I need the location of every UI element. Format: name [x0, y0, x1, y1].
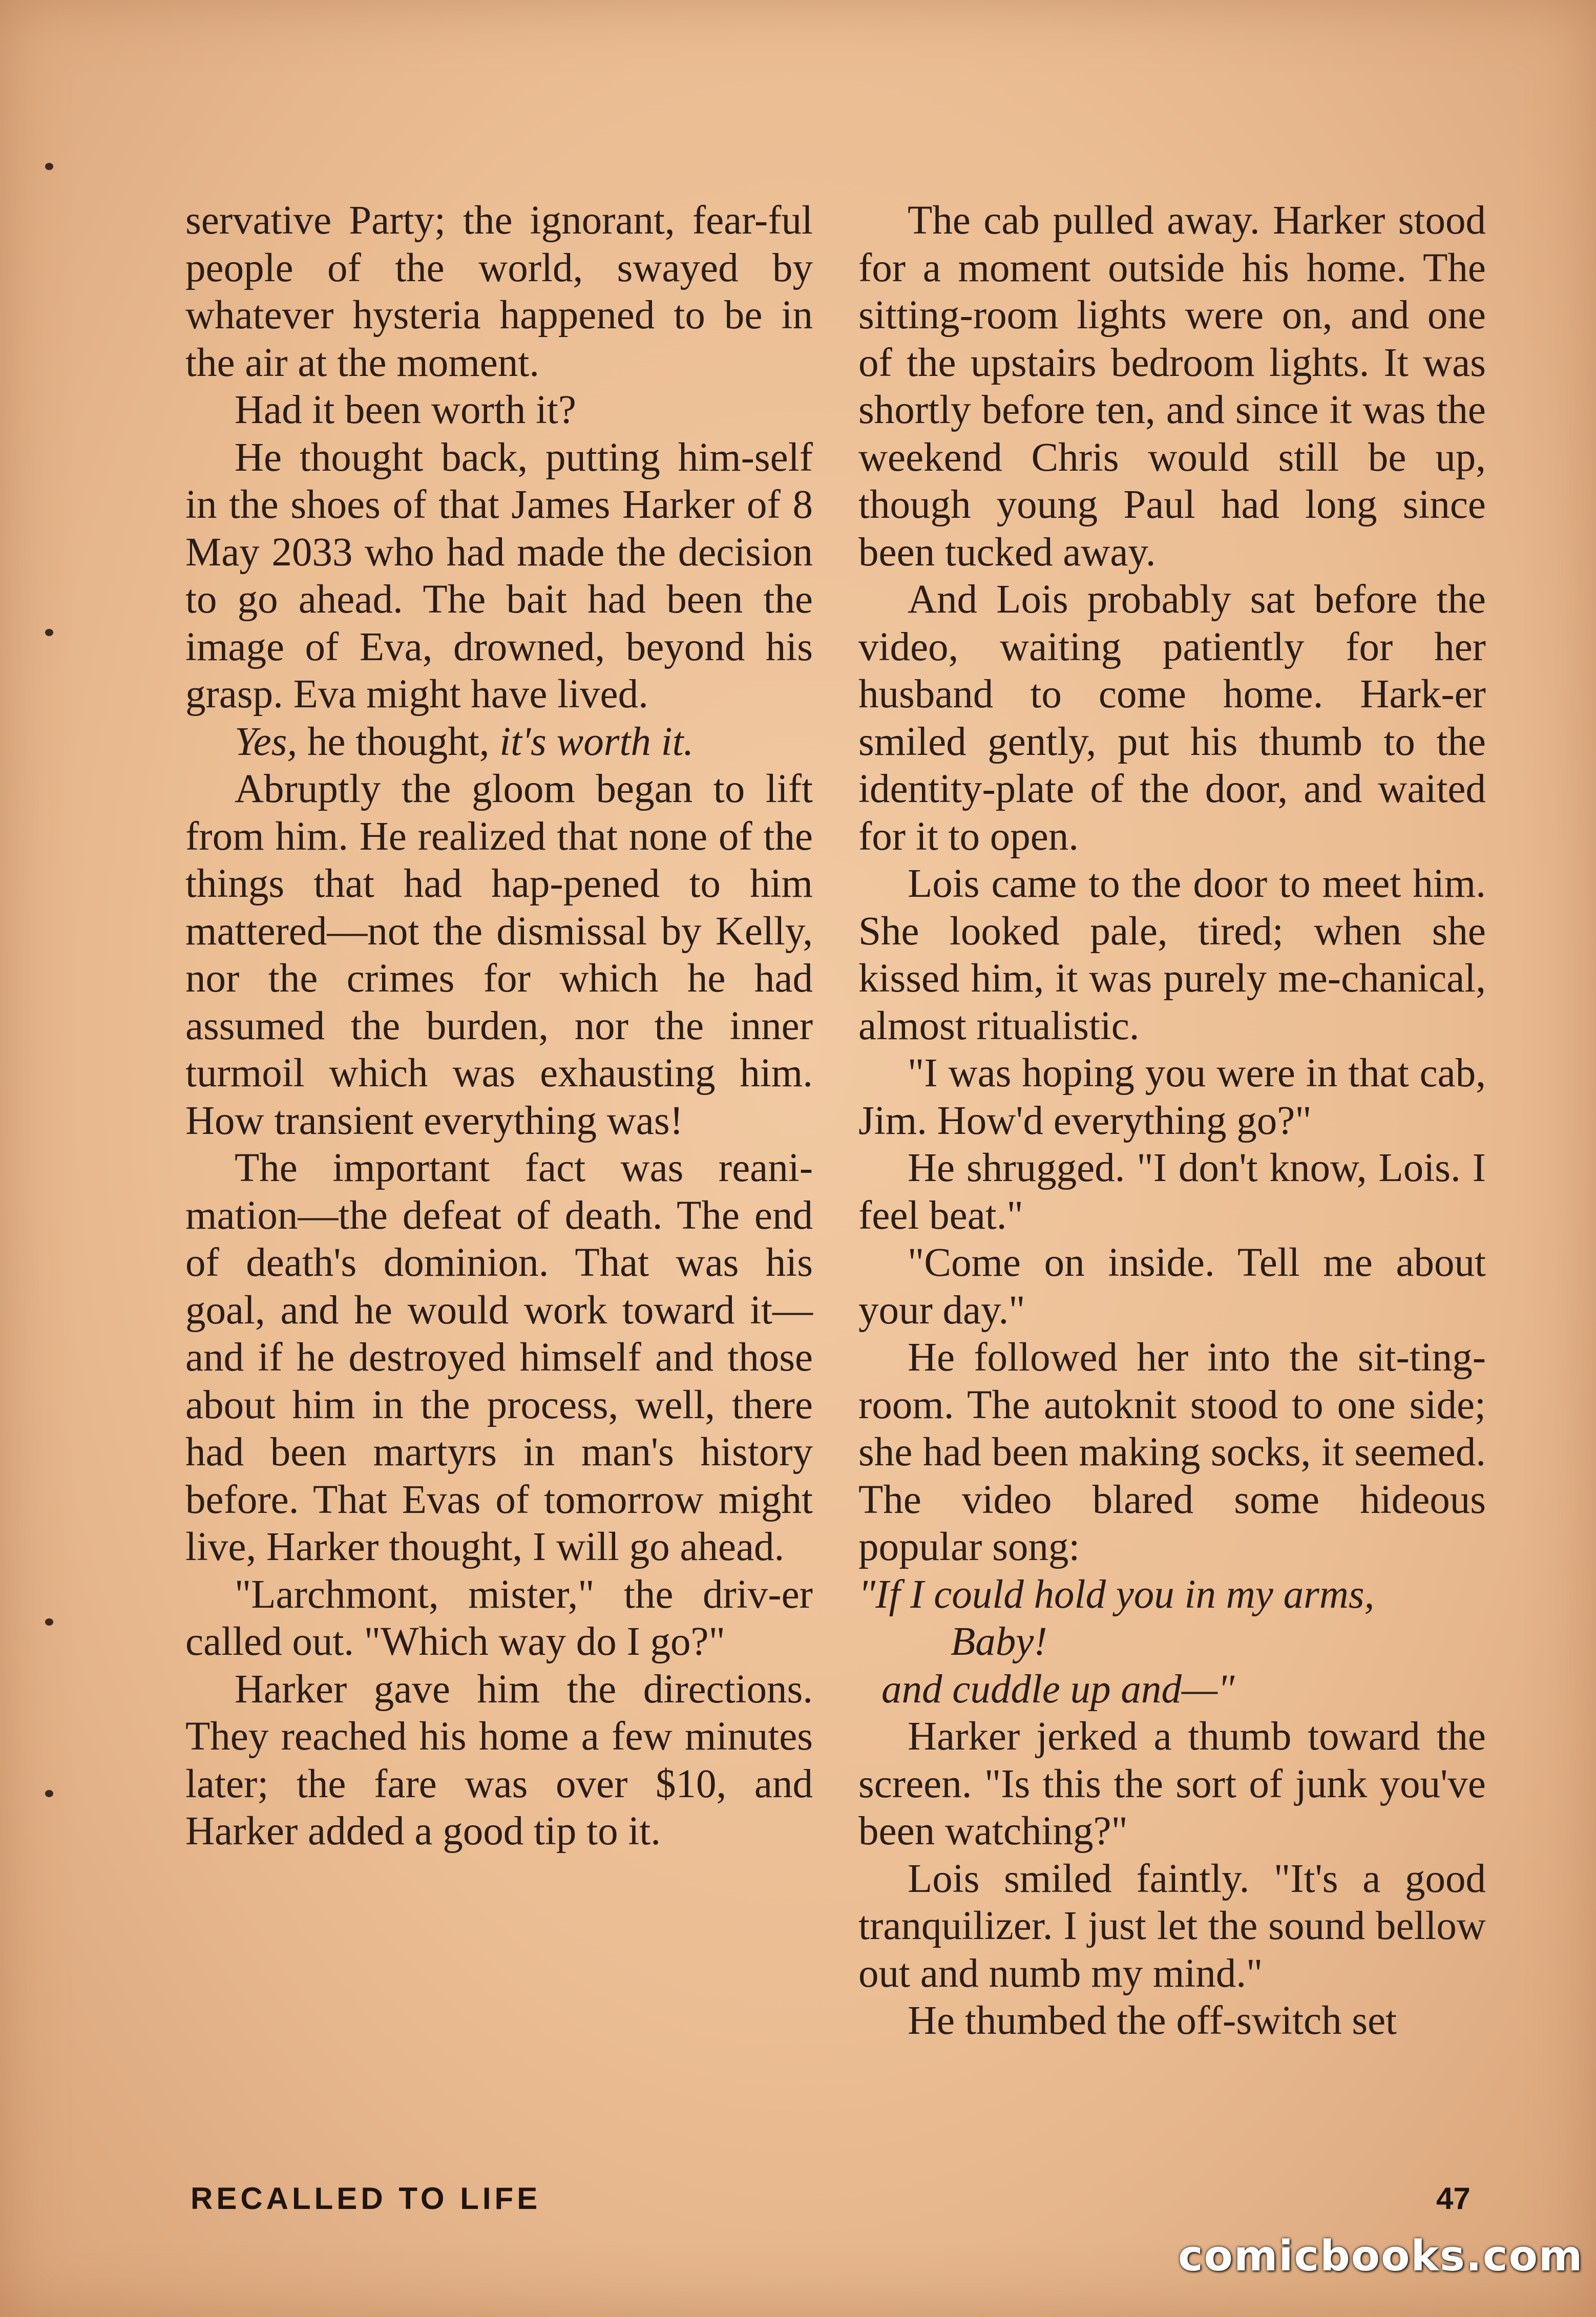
- paragraph: The cab pulled away. Harker stood for a moment outside his home. The sitting-room lights were on, and one of the upstairs bedroom lights. It was shortly before ten, and since it was the weekend Chris would still be up, though young Paul had long since been tucked away.: [858, 198, 1486, 575]
- italic-text: it's worth it.: [499, 719, 694, 764]
- paragraph: Lois came to the door to meet him. She looked pale, tired; when she kissed him, it was purely me-chanical, almost ritualistic.: [858, 861, 1486, 1048]
- site-watermark: comicbooks.com: [1178, 2232, 1584, 2281]
- paragraph: He thought back, putting him-self in the shoes of that James Harker of 8 May 2033 who had made the decision to go ahead. The bait had been the image of Eva, drowned, beyond his grasp. Eva might have lived.: [185, 435, 813, 717]
- paragraph: He shrugged. "I don't know, Lois. I feel beat.": [858, 1146, 1486, 1238]
- paragraph: servative Party; the ignorant, fear-ful people of the world, swayed by whatever hysteria happened to be in the air at the moment.: [185, 198, 813, 385]
- paragraph-italic-thought: [185, 719, 813, 766]
- paragraph: He followed her into the sit-ting-room. The autoknit stood to one side; she had been making socks, it seemed. The video blared some hideous popular song:: [858, 1335, 1486, 1569]
- paragraph: Harker gave him the directions. They reached his home a few minutes later; the fare was over $10, and Harker added a good tip to it.: [185, 1667, 813, 1853]
- right-text-column: [858, 197, 1486, 2045]
- italic-text: Yes,: [235, 719, 298, 764]
- left-text-column: [185, 197, 813, 1856]
- paragraph: The important fact was reani-mation—the defeat of death. The end of death's dominion. That was his goal, and he would work toward it—and if he destroyed himself and those about him in the process, well, there had been martyrs in man's history before. That Evas of tomorrow might live, Harker thought, I will go ahead.: [185, 1146, 813, 1569]
- song-lyrics: [858, 1571, 1486, 1714]
- paragraph: "Come on inside. Tell me about your day.": [858, 1240, 1486, 1333]
- binding-hole-mark: [45, 1790, 53, 1797]
- song-line: "If I could hold you in my arms,: [858, 1572, 1375, 1617]
- paragraph: Harker jerked a thumb toward the screen. "Is this the sort of junk you've been watching?": [858, 1714, 1486, 1853]
- paragraph: And Lois probably sat before the video, waiting patiently for her husband to come home. Hark-er smiled gently, put his thumb to the identity-plate of the door, and waited for it to open.: [858, 577, 1486, 859]
- page-number: 47: [1436, 2181, 1471, 2216]
- running-footer-title: RECALLED TO LIFE: [191, 2181, 541, 2216]
- song-line: Baby!: [951, 1619, 1047, 1664]
- paragraph: Abruptly the gloom began to lift from him. He realized that none of the things that had hap-pened to him mattered—not the dismissal by Kelly, nor the crimes for which he had assumed the burden, nor the inner turmoil which was exhausting him. How transient everything was!: [185, 767, 813, 1143]
- plain-text: he thought,: [297, 719, 500, 764]
- binding-hole-mark: [45, 163, 53, 170]
- paragraph: "I was hoping you were in that cab, Jim. How'd everything go?": [858, 1051, 1486, 1143]
- paragraph: Had it been worth it?: [235, 388, 576, 432]
- song-line: and cuddle up and—": [881, 1667, 1235, 1712]
- paragraph: He thumbed the off-switch set: [908, 1998, 1397, 2043]
- binding-hole-mark: [45, 1618, 53, 1626]
- paragraph: "Larchmont, mister," the driv-er called out. "Which way do I go?": [185, 1572, 813, 1664]
- paragraph: Lois smiled faintly. "It's a good tranquilizer. I just let the sound bellow out and numb my mind.": [858, 1856, 1486, 1996]
- binding-hole-mark: [45, 629, 53, 636]
